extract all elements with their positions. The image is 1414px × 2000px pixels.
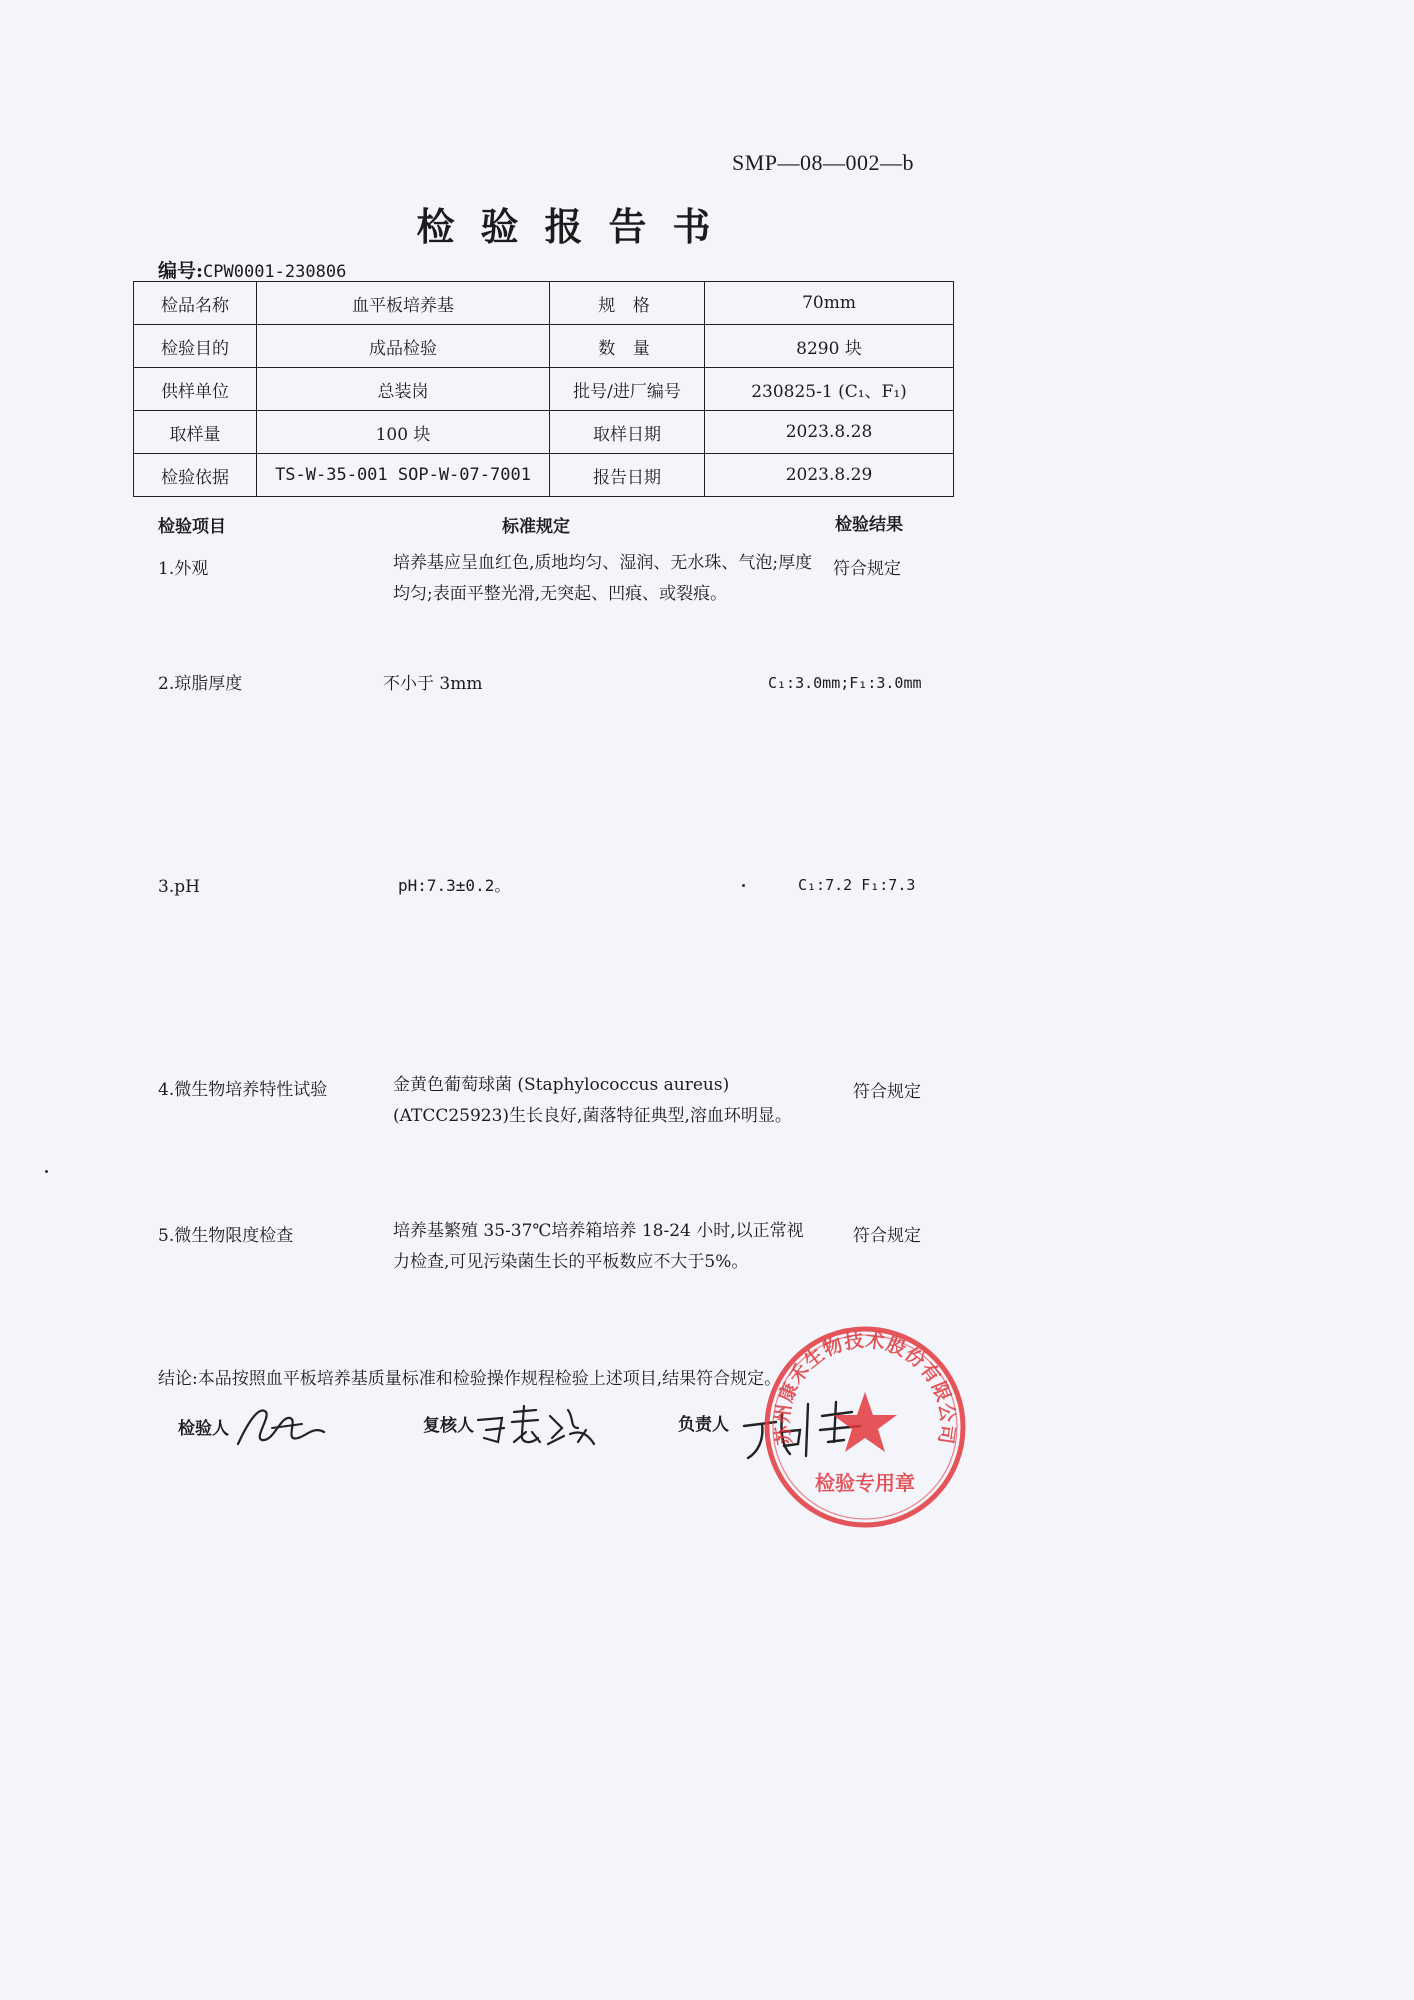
table-cell: 2023.8.29 bbox=[705, 454, 954, 497]
table-cell: 100 块 bbox=[257, 411, 550, 454]
item-standard: 金黄色葡萄球菌 (Staphylococcus aureus) (ATCC25923)生长良好,菌落特征典型,溶血环明显。 bbox=[393, 1075, 792, 1126]
stray-mark bbox=[45, 1170, 48, 1173]
item-result: 符合规定 bbox=[833, 559, 901, 579]
table-cell: 报告日期 bbox=[550, 454, 705, 497]
star-icon bbox=[833, 1392, 897, 1452]
reviewer-signature bbox=[474, 1398, 604, 1458]
seal-company: 苏州康禾生物技术股份有限公司 bbox=[771, 1329, 959, 1447]
table-cell: 供样单位 bbox=[134, 368, 257, 411]
item-result: 符合规定 bbox=[853, 1226, 921, 1246]
item-result: 符合规定 bbox=[853, 1082, 921, 1102]
item-standard: 不小于 3mm bbox=[383, 674, 483, 694]
inspector-label: 检验人 bbox=[178, 1419, 229, 1439]
table-row bbox=[134, 454, 954, 497]
table-cell: 检验依据 bbox=[134, 454, 257, 497]
column-header-item: 检验项目 bbox=[158, 517, 226, 537]
table-cell: 批号/进厂编号 bbox=[550, 368, 705, 411]
table-cell: TS-W-35-001 SOP-W-07-7001 bbox=[257, 454, 550, 497]
inspector-signature bbox=[232, 1398, 332, 1458]
item-name: 3.pH bbox=[158, 877, 200, 897]
item-name: 4.微生物培养特性试验 bbox=[158, 1080, 328, 1100]
table-cell: 血平板培养基 bbox=[257, 282, 550, 325]
table-row bbox=[134, 368, 954, 411]
conclusion: 结论:本品按照血平板培养基质量标准和检验操作规程检验上述项目,结果符合规定。 bbox=[158, 1369, 782, 1389]
official-seal bbox=[760, 1322, 970, 1532]
item-standard: 培养基繁殖 35-37℃培养箱培养 18-24 小时,以正常视力检查,可见污染菌生长的平板数应不大于5%。 bbox=[393, 1221, 804, 1272]
page-title: 检验报告书 bbox=[416, 204, 737, 249]
table-row bbox=[134, 325, 954, 368]
serial-value: CPW0001-230806 bbox=[203, 262, 347, 282]
table-cell: 检品名称 bbox=[134, 282, 257, 325]
table-cell: 成品检验 bbox=[257, 325, 550, 368]
reviewer-label: 复核人 bbox=[423, 1416, 474, 1436]
column-header-standard: 标准规定 bbox=[502, 517, 570, 537]
table-cell: 总装岗 bbox=[257, 368, 550, 411]
seal-purpose: 检验专用章 bbox=[815, 1471, 915, 1495]
table-cell: 230825-1 (C₁、F₁) bbox=[705, 368, 954, 411]
item-result: C₁:7.2 F₁:7.3 bbox=[798, 876, 916, 894]
table-row bbox=[134, 282, 954, 325]
table-cell: 数 量 bbox=[550, 325, 705, 368]
item-name: 1.外观 bbox=[158, 559, 209, 579]
item-standard: pH:7.3±0.2。 bbox=[398, 876, 511, 895]
responsible-label: 负责人 bbox=[678, 1415, 729, 1435]
info-table bbox=[133, 281, 954, 497]
document-code: SMP—08—002—b bbox=[732, 150, 915, 175]
table-cell: 取样日期 bbox=[550, 411, 705, 454]
table-cell: 检验目的 bbox=[134, 325, 257, 368]
table-cell: 70mm bbox=[705, 282, 954, 325]
item-standard: 培养基应呈血红色,质地均匀、湿润、无水珠、气泡;厚度均匀;表面平整光滑,无突起、凹痕、或裂痕。 bbox=[393, 553, 813, 604]
table-cell: 规 格 bbox=[550, 282, 705, 325]
stray-mark bbox=[742, 884, 745, 887]
item-name: 5.微生物限度检查 bbox=[158, 1226, 294, 1246]
table-cell: 取样量 bbox=[134, 411, 257, 454]
column-header-result: 检验结果 bbox=[835, 515, 903, 535]
table-cell: 2023.8.28 bbox=[705, 411, 954, 454]
table-row bbox=[134, 411, 954, 454]
serial-number bbox=[158, 256, 346, 283]
table-cell: 8290 块 bbox=[705, 325, 954, 368]
item-result: C₁:3.0mm;F₁:3.0mm bbox=[768, 674, 922, 692]
item-name: 2.琼脂厚度 bbox=[158, 674, 243, 694]
serial-label: 编号: bbox=[158, 260, 204, 282]
